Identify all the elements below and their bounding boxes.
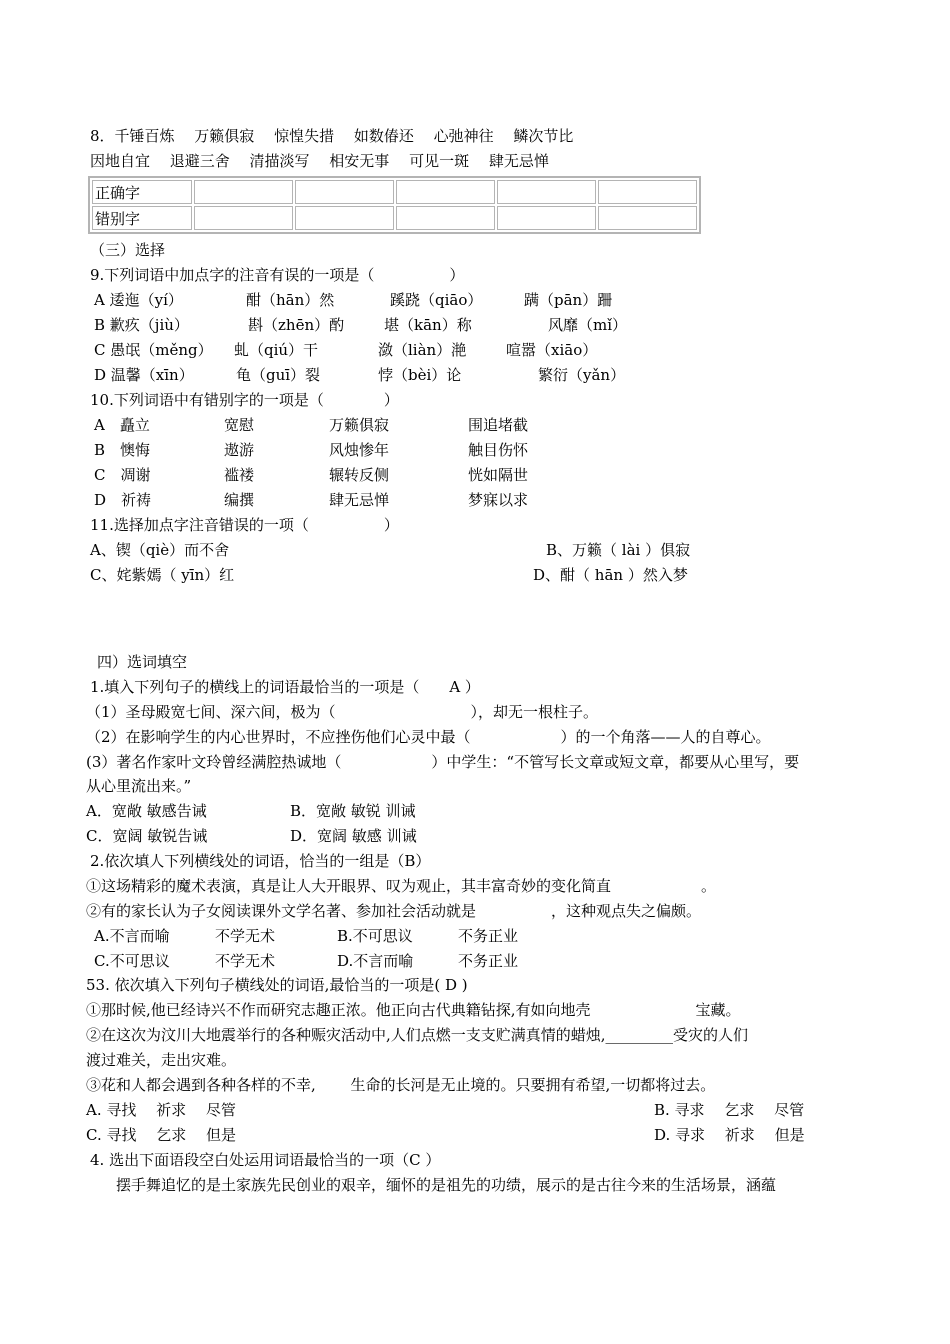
option-b: B．宽敞 敏锐 训诫 (290, 802, 416, 820)
option-cell: 触目伤怀 (468, 441, 529, 459)
option-b: B. 寻求 乞求 尽管 (654, 1101, 805, 1119)
table-cell[interactable] (497, 180, 596, 204)
option-cell: D 温馨（xīn） (94, 366, 194, 384)
sentence: 从心里流出来。” (86, 777, 192, 795)
sentence: 渡过难关，走出灾难。 (86, 1051, 237, 1069)
table-cell[interactable] (194, 206, 293, 230)
table-row (92, 206, 697, 230)
option-cell: 梦寐以求 (468, 491, 529, 509)
q8-words-line1: 8．千锤百炼 万籁俱寂 惊惶失措 如数偆还 心弛神往 鳞次节比 (90, 127, 574, 145)
paragraph: 摆手舞追忆的是土家族先民创业的艰辛，缅怀的是祖先的功绩，展示的是古往今来的生活场景，涵蕴 (86, 1176, 777, 1194)
option-cell: 不学无术 (215, 927, 276, 945)
question-stem: 9.下列词语中加点字的注音有误的一项是（ ） (90, 266, 465, 284)
option-cell: B 懊悔 (94, 441, 151, 459)
sentence: （1）圣母殿宽七间、深六间，极为（ ），却无一根柱子。 (86, 703, 599, 721)
table-cell[interactable] (295, 206, 394, 230)
table-cell[interactable] (295, 180, 394, 204)
table-cell[interactable] (194, 180, 293, 204)
option-cell: 遨游 (224, 441, 255, 459)
option-cell: 褴褛 (224, 466, 255, 484)
option-cell: 宽慰 (224, 416, 255, 434)
option-a: A. 寻找 祈求 尽管 (86, 1101, 236, 1119)
table-cell[interactable] (598, 180, 697, 204)
option-cell: C 凋谢 (94, 466, 151, 484)
correction-table (88, 176, 701, 234)
option-cell: 蹒（pān）跚 (524, 291, 613, 309)
option-d: D、酣（ hān ）然入梦 (533, 566, 688, 584)
question-stem: 2.依次填人下列横线处的词语，恰当的一组是（B） (90, 852, 431, 870)
option-cell: C.不可思议 (94, 952, 170, 970)
sentence: ③花和人都会遇到各种各样的不幸, 生命的长河是无止境的。只要拥有希望,一切都将过去。 (86, 1076, 716, 1094)
option-cell: 恍如隔世 (468, 466, 529, 484)
option-cell: D.不言而喻 (337, 952, 414, 970)
option-cell: B.不可思议 (337, 927, 413, 945)
option-cell: A 逶迤（yí） (94, 291, 183, 309)
option-cell: 悖（bèi）论 (378, 366, 462, 384)
option-cell: B 歉疚（jiù） (94, 316, 189, 334)
table-cell[interactable] (598, 206, 697, 230)
option-b: B、万籁（ lài ）俱寂 (546, 541, 691, 559)
sentence: (3）著名作家叶文玲曾经满腔热诚地（ ）中学生：“不管写长文章或短文章，都要从心里写，要 (86, 753, 800, 771)
table-row-label: 正确字 (92, 180, 192, 204)
option-d: D．宽阔 敏感 训诫 (290, 827, 417, 845)
question-stem: 10.下列词语中有错别字的一项是（ ） (90, 391, 399, 409)
q8-words-line2: 因地自宜 退避三舍 清描淡写 相安无事 可见一斑 肆无忌惮 (90, 152, 549, 170)
question-stem: 1.填入下列句子的横线上的词语最恰当的一项是（ A ） (90, 678, 480, 696)
option-cell: 堪（kān）称 (384, 316, 472, 334)
sentence: ①那时候,他已经诗兴不作而研究志趣正浓。他正向古代典籍钻探,有如向地壳 宝藏。 (86, 1001, 741, 1019)
option-cell: 风靡（mǐ） (548, 316, 628, 334)
option-a: A、锲（qiè）而不舍 (90, 541, 230, 559)
sentence: （2）在影响学生的内心世界时，不应挫伤他们心灵中最（ ）的一个角落——人的自尊心。 (86, 728, 771, 746)
option-cell: 万籁俱寂 (329, 416, 390, 434)
option-cell: 酣（hān）然 (246, 291, 335, 309)
question-stem: 53. 依次填入下列句子横线处的词语,最恰当的一项是( D ) (86, 976, 468, 994)
option-c: C. 寻找 乞求 但是 (86, 1126, 237, 1144)
section-heading: （三）选择 (90, 241, 166, 259)
option-cell: 潋（liàn）滟 (378, 341, 467, 359)
table-cell[interactable] (396, 206, 495, 230)
option-cell: 虬（qiú）干 (234, 341, 319, 359)
option-d: D. 寻求 祈求 但是 (654, 1126, 805, 1144)
option-cell: 围追堵截 (468, 416, 529, 434)
option-cell: 肆无忌惮 (329, 491, 390, 509)
option-cell: 不学无术 (215, 952, 276, 970)
option-cell: C 愚氓（měng） (94, 341, 213, 359)
option-c: C．宽阔 敏锐告诫 (86, 827, 208, 845)
option-cell: A 矗立 (94, 416, 150, 434)
option-cell: 龟（guī）裂 (236, 366, 321, 384)
option-cell: 风烛惨年 (329, 441, 390, 459)
question-stem: 4. 选出下面语段空白处运用词语最恰当的一项（C ） (90, 1151, 441, 1169)
table-cell[interactable] (396, 180, 495, 204)
option-cell: 蹊跷（qiāo） (390, 291, 483, 309)
sentence: ②在这次为汶川大地震举行的各种赈灾活动中,人们点燃一支支贮满真情的蜡烛,_________受灾的人们 (86, 1026, 749, 1044)
option-cell: 喧嚣（xiāo） (506, 341, 598, 359)
option-cell: D 祈祷 (94, 491, 152, 509)
sentence: ②有的家长认为子女阅读课外文学名著、参加社会活动就是 ，这种观点失之偏颇。 (86, 902, 702, 920)
option-c: C、姹紫嫣（ yīn）红 (90, 566, 235, 584)
option-cell: 编撰 (224, 491, 255, 509)
option-cell: 繁衍（yǎn） (538, 366, 626, 384)
sentence: ①这场精彩的魔术表演，真是让人大开眼界、叹为观止，其丰富奇妙的变化简直 。 (86, 877, 717, 895)
option-cell: A.不言而喻 (94, 927, 170, 945)
option-cell: 斟（zhēn）酌 (248, 316, 345, 334)
question-stem: 11.选择加点字注音错误的一项（ ） (90, 516, 399, 534)
table-row-label: 错别字 (92, 206, 192, 230)
option-a: A．宽敞 敏感告诫 (86, 802, 207, 820)
option-cell: 辗转反侧 (329, 466, 390, 484)
option-cell: 不务正业 (458, 952, 519, 970)
section-heading: 四）选词填空 (97, 653, 188, 671)
option-cell: 不务正业 (458, 927, 519, 945)
table-row (92, 180, 697, 204)
table-cell[interactable] (497, 206, 596, 230)
